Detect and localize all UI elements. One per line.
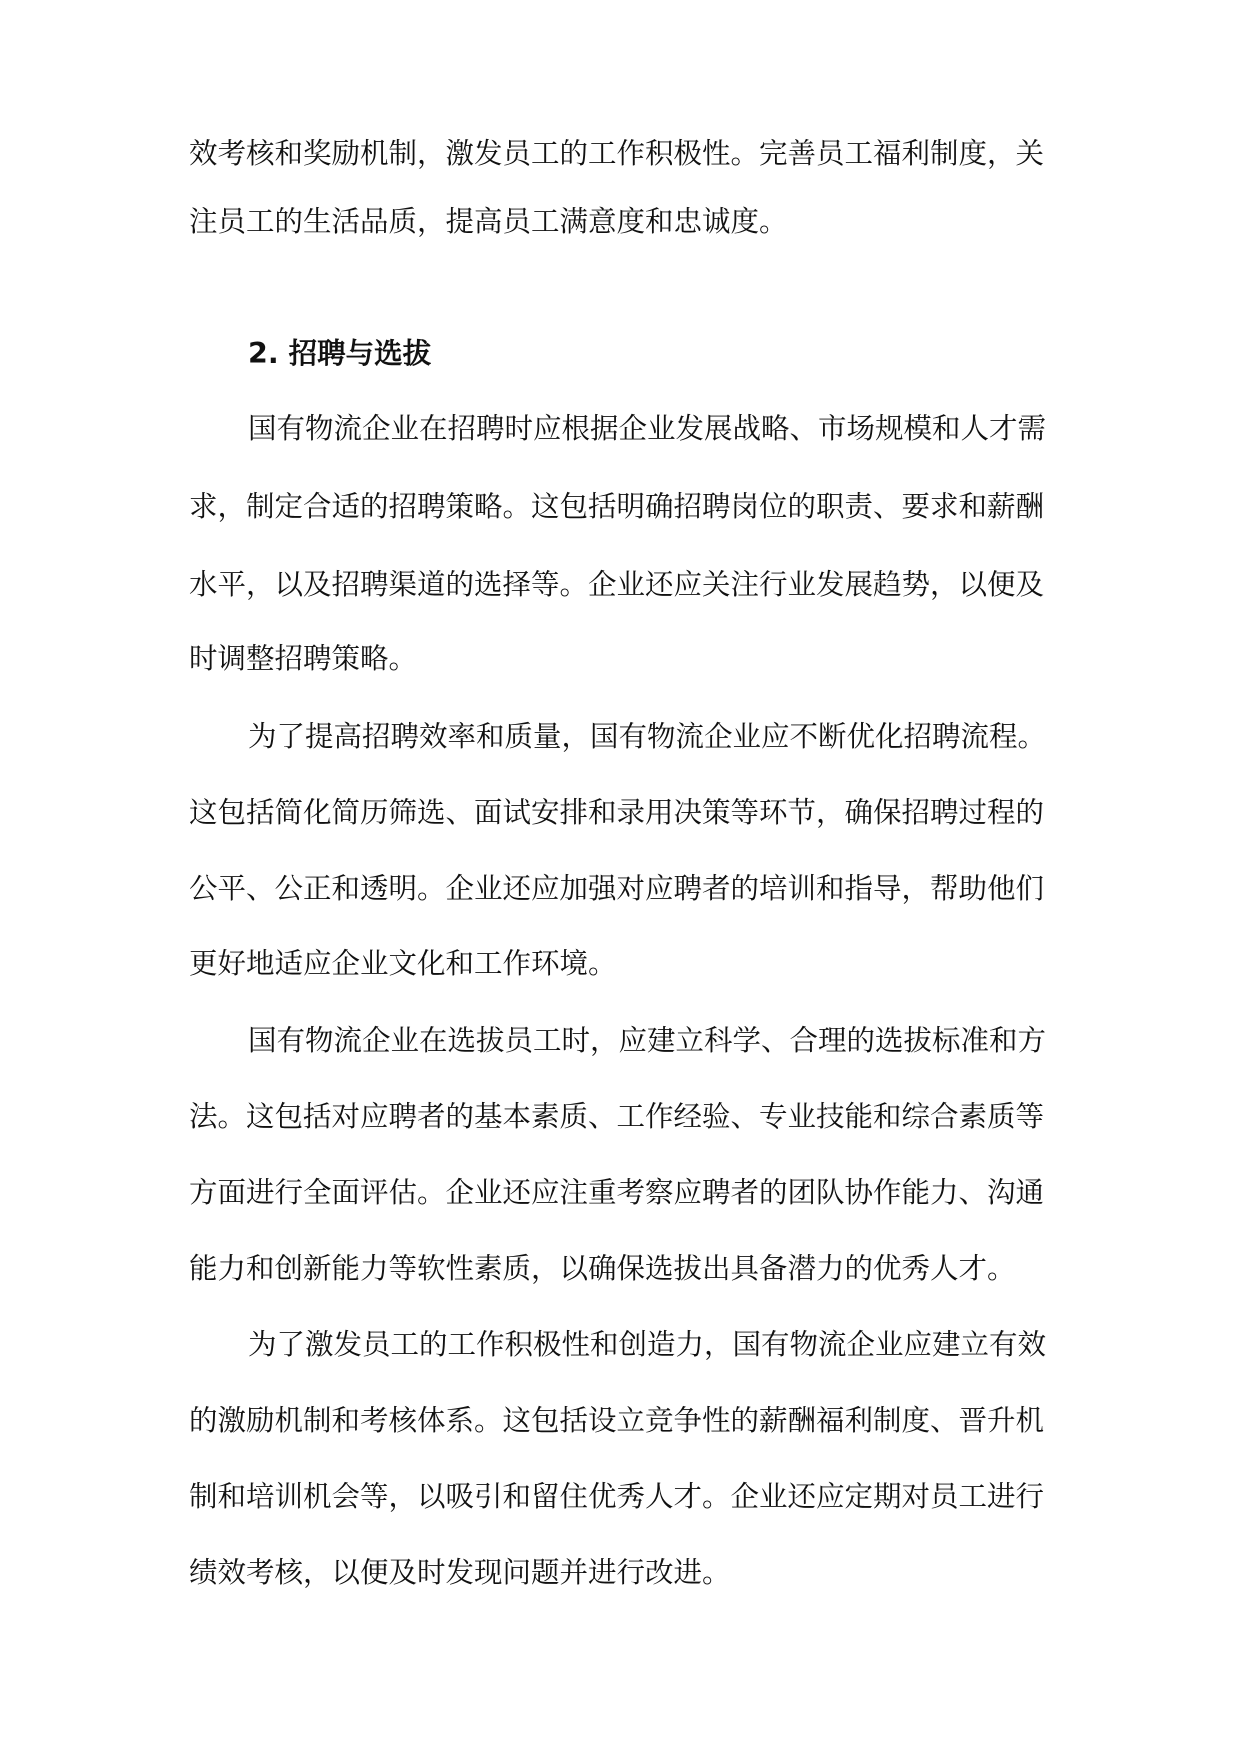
paragraph-4-line-3: 方面进行全面评估。企业还应注重考察应聘者的团队协作能力、沟通 [189,1176,1045,1209]
section-heading: 2. 招聘与选拔 [248,337,432,370]
paragraph-4-line-4: 能力和创新能力等软性素质，以确保选拔出具备潜力的优秀人才。 [189,1252,1016,1285]
paragraph-5-line-1: 为了激发员工的工作积极性和创造力，国有物流企业应建立有效 [248,1328,1047,1361]
paragraph-3-line-1: 为了提高招聘效率和质量，国有物流企业应不断优化招聘流程。 [248,720,1047,753]
paragraph-1-line-1: 效考核和奖励机制，激发员工的工作积极性。完善员工福利制度，关 [189,137,1045,170]
paragraph-4-line-1: 国有物流企业在选拔员工时，应建立科学、合理的选拔标准和方 [248,1024,1047,1057]
paragraph-5-line-4: 绩效考核，以便及时发现问题并进行改进。 [189,1556,731,1589]
paragraph-5-line-2: 的激励机制和考核体系。这包括设立竞争性的薪酬福利制度、晋升机 [189,1404,1045,1437]
paragraph-4-line-2: 法。这包括对应聘者的基本素质、工作经验、专业技能和综合素质等 [189,1100,1045,1133]
paragraph-3-line-4: 更好地适应企业文化和工作环境。 [189,947,617,980]
paragraph-2-line-3: 水平，以及招聘渠道的选择等。企业还应关注行业发展趋势，以便及 [189,568,1045,601]
paragraph-3-line-3: 公平、公正和透明。企业还应加强对应聘者的培训和指导，帮助他们 [189,872,1045,905]
paragraph-5-line-3: 制和培训机会等，以吸引和留住优秀人才。企业还应定期对员工进行 [189,1480,1045,1513]
paragraph-2-line-2: 求，制定合适的招聘策略。这包括明确招聘岗位的职责、要求和薪酬 [189,490,1045,523]
paragraph-2-line-1: 国有物流企业在招聘时应根据企业发展战略、市场规模和人才需 [248,412,1047,445]
paragraph-2-line-4: 时调整招聘策略。 [189,642,418,675]
paragraph-1-line-2: 注员工的生活品质，提高员工满意度和忠诚度。 [189,205,788,238]
paragraph-3-line-2: 这包括简化简历筛选、面试安排和录用决策等环节，确保招聘过程的 [189,796,1045,829]
